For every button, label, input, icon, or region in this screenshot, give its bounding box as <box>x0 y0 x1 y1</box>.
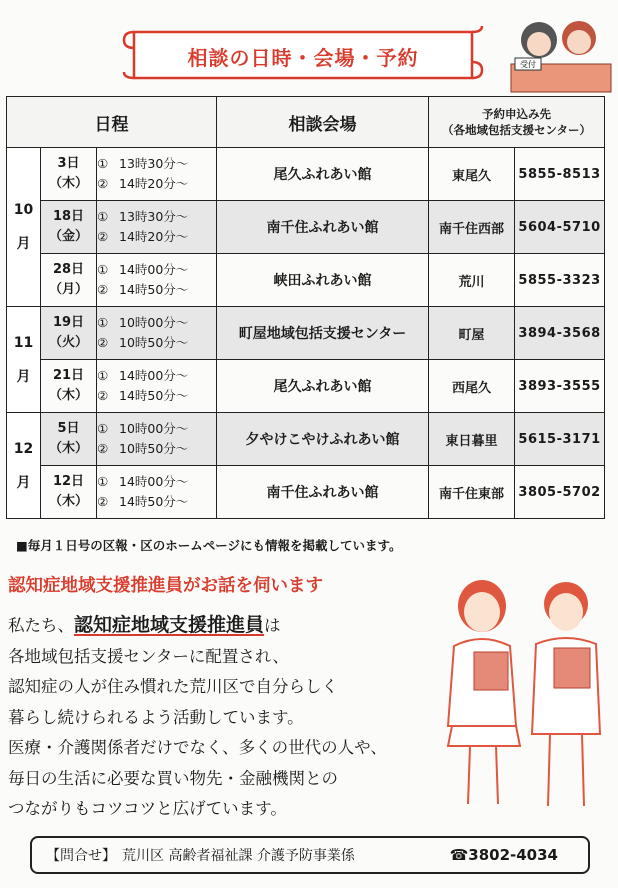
time-slots-cell: ① 13時30分〜 ② 14時20分〜 <box>97 201 217 254</box>
month-label: 10 月 <box>7 148 41 307</box>
time-slots-cell: ① 10時00分〜 ② 10時50分〜 <box>97 307 217 360</box>
venue-cell: 夕やけこやけふれあい館 <box>217 413 429 466</box>
supporter-line: つながりもコツコツと広げています。 <box>8 799 287 818</box>
date-cell: 3日 （木） <box>41 148 97 201</box>
table-row <box>7 201 605 254</box>
phone-cell: 5855-3323 <box>515 254 605 307</box>
date-cell: 18日 （金） <box>41 201 97 254</box>
time-slots-cell: ① 14時00分〜 ② 14時50分〜 <box>97 360 217 413</box>
phone-cell: 3805-5702 <box>515 466 605 519</box>
center-cell: 南千住西部 <box>429 201 515 254</box>
table-row <box>7 413 605 466</box>
supporters-illustration <box>430 568 618 813</box>
venue-cell: 南千住ふれあい館 <box>217 466 429 519</box>
date-cell: 5日 （木） <box>41 413 97 466</box>
supporter-paragraph <box>8 610 438 825</box>
phone-cell: 3893-3555 <box>515 360 605 413</box>
supporter-line: 医療・介護関係者だけでなく、多くの世代の人や、 <box>8 738 387 757</box>
center-cell: 南千住東部 <box>429 466 515 519</box>
phone-cell: 5855-8513 <box>515 148 605 201</box>
header-venue: 相談会場 <box>217 97 429 148</box>
center-cell: 町屋 <box>429 307 515 360</box>
page-title: 相談の日時・会場・予約 <box>187 46 419 70</box>
center-cell: 東日暮里 <box>429 413 515 466</box>
date-cell: 12日 （木） <box>41 466 97 519</box>
inquiry-phone: ☎3802-4034 <box>449 846 558 864</box>
supporter-line: 認知症の人が住み慣れた荒川区で自分らしく <box>8 677 338 696</box>
desk-sign-text: 受付 <box>520 60 536 69</box>
time-slots-cell: ① 13時30分〜 ② 14時20分〜 <box>97 148 217 201</box>
table-row <box>7 307 605 360</box>
phone-cell: 5615-3171 <box>515 413 605 466</box>
inquiry-label: 【問合せ】 <box>46 848 116 864</box>
reception-illustration <box>505 14 613 94</box>
table-header-row <box>7 97 605 148</box>
phone-cell: 5604-5710 <box>515 201 605 254</box>
table-row <box>7 360 605 413</box>
supporter-intro-line: 私たち、認知症地域支援推進員は <box>8 614 281 636</box>
table-row <box>7 466 605 519</box>
title-banner <box>120 24 486 86</box>
table-row <box>7 254 605 307</box>
venue-cell: 尾久ふれあい館 <box>217 148 429 201</box>
phone-cell: 3894-3568 <box>515 307 605 360</box>
publication-note: ■毎月１日号の区報・区のホームページにも情報を掲載しています。 <box>16 538 402 553</box>
date-cell: 19日 （火） <box>41 307 97 360</box>
time-slots-cell: ① 14時00分〜 ② 14時50分〜 <box>97 254 217 307</box>
venue-cell: 町屋地域包括支援センター <box>217 307 429 360</box>
venue-cell: 南千住ふれあい館 <box>217 201 429 254</box>
center-cell: 荒川 <box>429 254 515 307</box>
center-cell: 西尾久 <box>429 360 515 413</box>
inquiry-box <box>30 836 590 874</box>
supporter-line: 暮らし続けられるよう活動しています。 <box>8 707 304 727</box>
center-cell: 東尾久 <box>429 148 515 201</box>
month-label: 12 月 <box>7 413 41 519</box>
date-cell: 28日 （月） <box>41 254 97 307</box>
header-contact: 予約申込み先 （各地域包括支援センター） <box>429 97 605 148</box>
highlight-term: 認知症地域支援推進員 <box>74 614 265 636</box>
venue-cell: 尾久ふれあい館 <box>217 360 429 413</box>
phone-icon: ☎ <box>449 846 469 864</box>
supporter-line: 毎日の生活に必要な買い物先・金融機関との <box>8 768 338 788</box>
supporter-heading: 認知症地域支援推進員がお話を伺います <box>8 576 323 596</box>
venue-cell: 峡田ふれあい館 <box>217 254 429 307</box>
time-slots-cell: ① 10時00分〜 ② 10時50分〜 <box>97 413 217 466</box>
date-cell: 21日 （木） <box>41 360 97 413</box>
time-slots-cell: ① 14時00分〜 ② 14時50分〜 <box>97 466 217 519</box>
table-row <box>7 148 605 201</box>
inquiry-department: 荒川区 高齢者福祉課 介護予防事業係 <box>122 848 355 864</box>
schedule-table <box>6 96 605 519</box>
supporter-line: 各地域包括支援センターに配置され、 <box>8 646 289 666</box>
month-label: 11 月 <box>7 307 41 413</box>
header-schedule: 日程 <box>7 97 217 148</box>
